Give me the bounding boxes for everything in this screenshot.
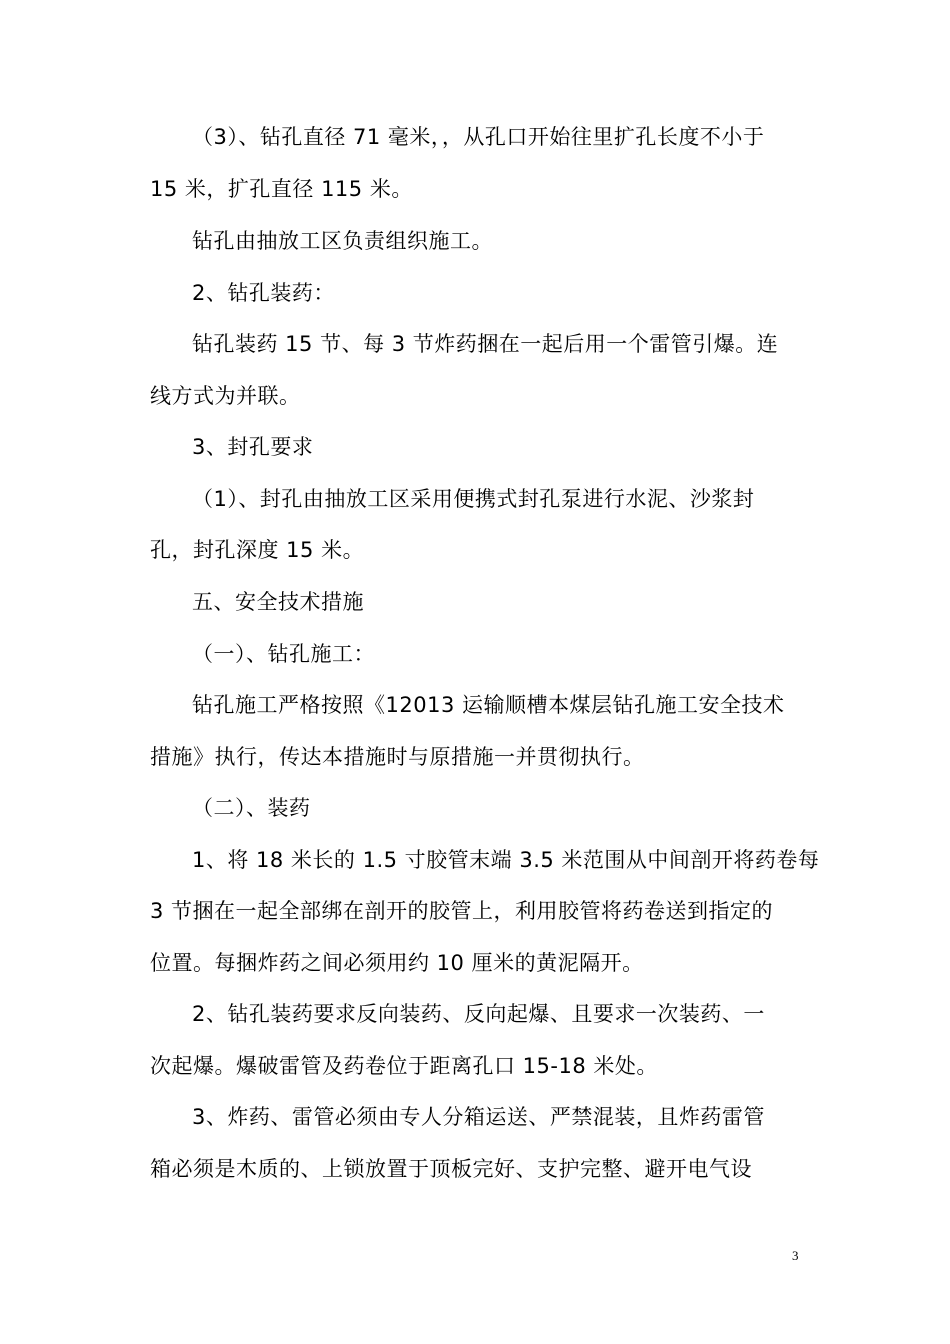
text-line: 措施》执行，传达本措施时与原措施一并贯彻执行。 (150, 745, 645, 769)
text-line: 钻孔装药 15 节、每 3 节炸药捆在一起后用一个雷管引爆。连 (192, 332, 779, 356)
text-line: 3 节捆在一起全部绑在剖开的胶管上，利用胶管将药卷送到指定的 (150, 899, 774, 923)
text-line: 1、将 18 米长的 1.5 寸胶管末端 3.5 米范围从中间剖开将药卷每 (192, 848, 820, 872)
text-line: （1）、封孔由抽放工区采用便携式封孔泵进行水泥、沙浆封 (192, 487, 755, 511)
section-heading: 五、安全技术措施 (192, 590, 364, 614)
text-line: 孔，封孔深度 15 米。 (150, 538, 365, 562)
page-number: 3 (792, 1248, 799, 1263)
text-line: 钻孔施工严格按照《12013 运输顺槽本煤层钻孔施工安全技术 (192, 693, 785, 717)
subsection-heading: （二）、装药 (192, 796, 311, 820)
subsection-heading: （一）、钻孔施工： (192, 642, 375, 666)
text-line: 3、炸药、雷管必须由专人分箱运送、严禁混装，且炸药雷管 (192, 1105, 765, 1129)
text-line: 次起爆。爆破雷管及药卷位于距离孔口 15-18 米处。 (150, 1054, 658, 1078)
text-line: （3）、钻孔直径 71 毫米，，从孔口开始往里扩孔长度不小于 (192, 125, 765, 149)
text-line: 位置。每捆炸药之间必须用约 10 厘米的黄泥隔开。 (150, 951, 644, 975)
text-line: 线方式为并联。 (150, 384, 301, 408)
text-line: 箱必须是木质的、上锁放置于顶板完好、支护完整、避开电气设 (150, 1157, 752, 1181)
text-line: 2、钻孔装药： (192, 281, 335, 305)
text-line: 钻孔由抽放工区负责组织施工。 (192, 229, 493, 253)
text-line: 15 米，扩孔直径 115 米。 (150, 177, 413, 201)
text-line: 2、钻孔装药要求反向装药、反向起爆、且要求一次装药、一 (192, 1002, 765, 1026)
text-line: 3、封孔要求 (192, 435, 314, 459)
